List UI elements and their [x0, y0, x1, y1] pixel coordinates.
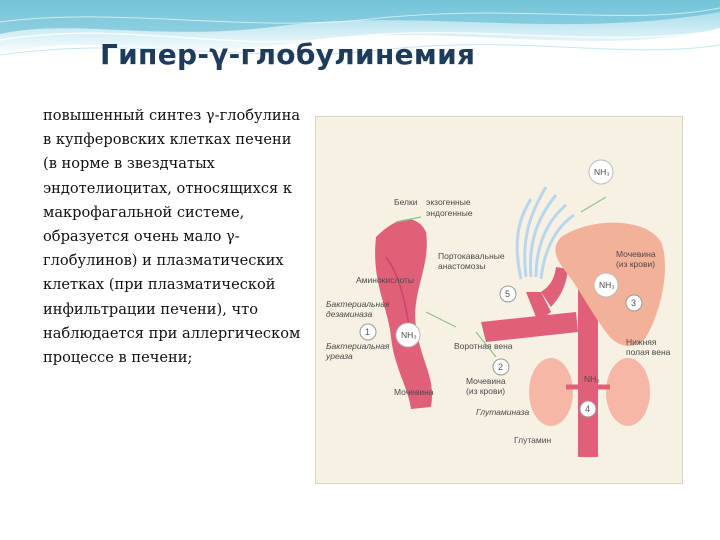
- label-urea-gut: Мочевина: [394, 387, 434, 397]
- diagram-illustration: [316, 117, 684, 485]
- label-bacterial-urease-2: уреаза: [326, 351, 353, 361]
- label-urea-liver-1: Мочевина: [616, 249, 656, 259]
- marker-2: 2: [498, 362, 504, 372]
- marker-1: 1: [365, 327, 371, 337]
- label-portocaval-1: Портокавальные: [438, 251, 505, 261]
- label-amino-acids: Аминокислоты: [356, 275, 414, 285]
- marker-4: 4: [585, 404, 591, 414]
- label-urea-blood-2: (из крови): [466, 386, 506, 396]
- label-proteins: Белки: [394, 197, 418, 207]
- kidney-right-shape: [606, 358, 650, 426]
- marker-3: 3: [631, 298, 637, 308]
- slide-title: Гипер-γ-глобулинемия: [100, 38, 476, 71]
- label-urea-blood-1: Мочевина: [466, 376, 506, 386]
- label-bacterial-urease-1: Бактериальная: [326, 341, 390, 351]
- nh3-label-kidney: NH₃: [584, 374, 600, 384]
- slide-body-text: повышенный синтез γ-глобулина в купферовских клетках печени (в норме в звездчатых эндотелиоцитах, относящихся к макрофагальной системе, образуется очень мало γ-глобулинов) и плазматических клетках (при плазматической инфильтрации печени), что наблюдается при аллергическом процессе в печени;: [43, 107, 301, 367]
- label-urea-liver-2: (из крови): [616, 259, 656, 269]
- label-endogenous: эндогенные: [426, 208, 473, 218]
- label-exogenous: экзогенные: [426, 197, 471, 207]
- label-portocaval-2: анастомозы: [438, 261, 486, 271]
- label-bacterial-deamination-2: дезаминаза: [326, 309, 373, 319]
- ammonia-metabolism-diagram: [315, 116, 683, 484]
- label-portal-vein: Воротная вена: [454, 341, 513, 351]
- marker-5: 5: [505, 289, 511, 299]
- nh3-label-liver: NH₃: [599, 280, 615, 290]
- label-glutaminase: Глутаминаза: [476, 407, 530, 417]
- nh3-label-top: NH₃: [594, 167, 610, 177]
- label-bacterial-deamination-1: Бактериальная: [326, 299, 390, 309]
- kidney-left-shape: [529, 358, 573, 426]
- nh3-label-gut: NH₃: [401, 330, 417, 340]
- label-ivc-2: полая вена: [626, 347, 671, 357]
- label-ivc-1: Нижняя: [626, 337, 657, 347]
- intestine-shape: [375, 219, 432, 409]
- label-glutamine: Глутамин: [514, 435, 552, 445]
- portal-vein-shape: [481, 312, 578, 342]
